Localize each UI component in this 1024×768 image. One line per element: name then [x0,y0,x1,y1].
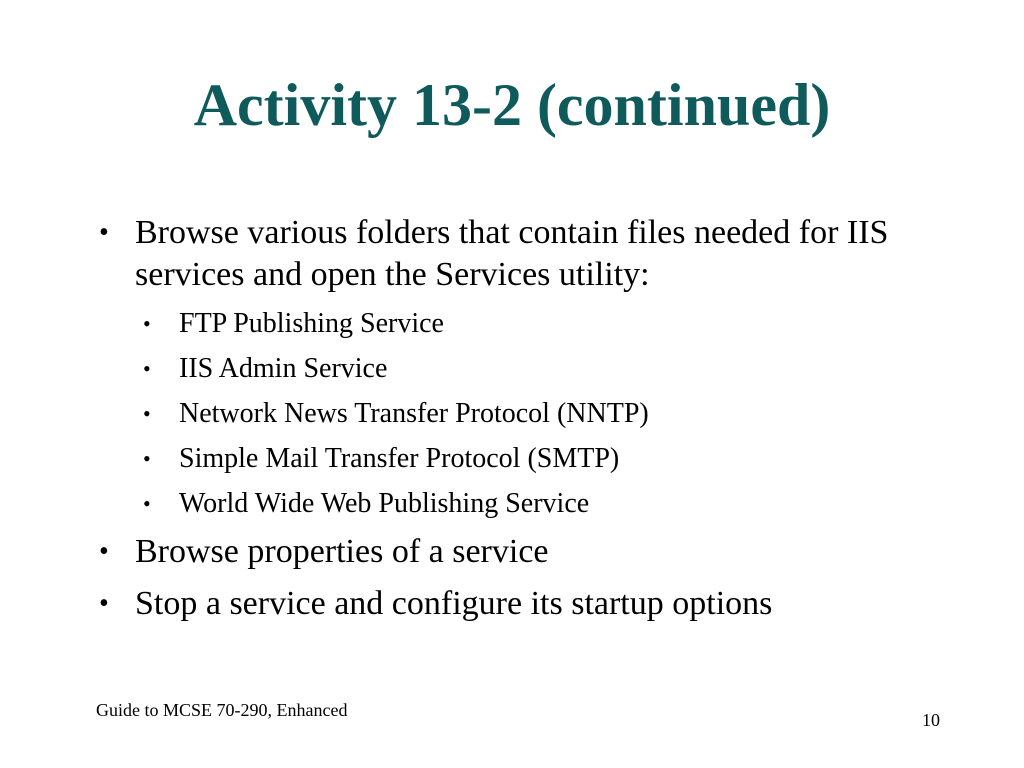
sub-bullet-item [135,306,927,342]
sub-bullet-item [135,486,927,522]
bullet-icon: • [99,217,109,248]
page-number: 10 [922,710,940,730]
bullet-icon: • [143,311,151,336]
bullet-icon: • [143,356,151,381]
bullet-icon: • [99,588,109,619]
sub-bullet-item [135,441,927,477]
slide-title: Activity 13-2 (continued) [193,72,831,138]
sub-bullet-list [135,306,927,522]
bullet-icon: • [143,491,151,516]
bullet-item [97,583,927,625]
sub-bullet-text: World Wide Web Publishing Service [179,488,590,519]
sub-bullet-text: Simple Mail Transfer Protocol (SMTP) [179,443,620,474]
sub-bullet-text: Network News Transfer Protocol (NNTP) [179,398,649,429]
bullet-item [97,531,927,573]
sub-bullet-text: IIS Admin Service [179,353,388,384]
sub-bullet-item [135,396,927,432]
footer-text: Guide to MCSE 70-290, Enhanced [96,700,348,720]
sub-bullet-text: FTP Publishing Service [179,308,444,339]
bullet-icon: • [99,536,109,567]
bullet-list [97,212,927,635]
bullet-text: Browse properties of a service [135,533,549,570]
bullet-item [97,212,927,296]
sub-bullet-item [135,351,927,387]
bullet-text: Stop a service and configure its startup options [135,585,773,622]
bullet-icon: • [143,446,151,471]
bullet-icon: • [143,401,151,426]
bullet-text: Browse various folders that contain files needed for IIS services and open the Services utility: [135,214,889,293]
